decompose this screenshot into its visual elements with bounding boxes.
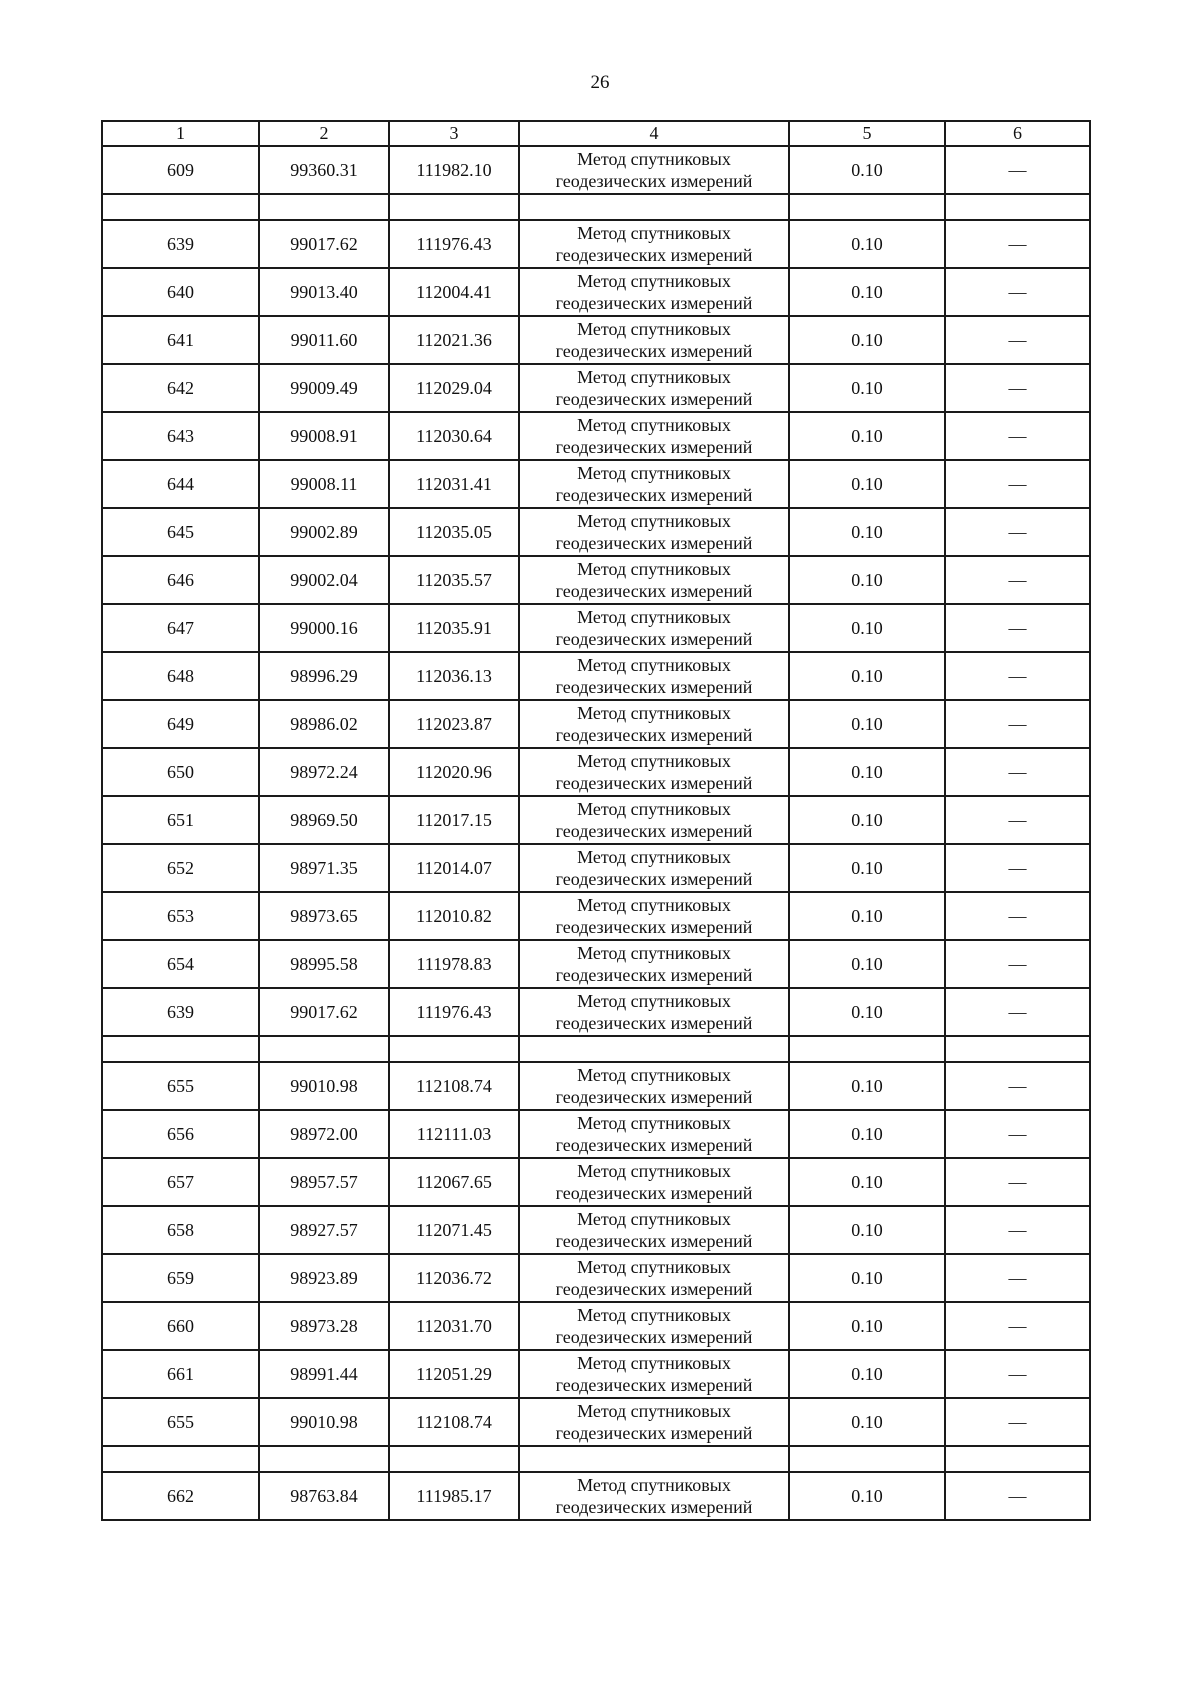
point-number-cell: 647 <box>102 604 259 652</box>
accuracy-cell: 0.10 <box>789 460 945 508</box>
column-6-cell: — <box>945 1254 1090 1302</box>
column-6-cell: — <box>945 604 1090 652</box>
accuracy-cell: 0.10 <box>789 988 945 1036</box>
y-coordinate-cell: 111976.43 <box>389 988 519 1036</box>
table-row <box>102 1110 1090 1158</box>
method-line-1: Метод спутниковых <box>577 655 731 675</box>
method-line-1: Метод спутниковых <box>577 1305 731 1325</box>
point-number-cell: 650 <box>102 748 259 796</box>
method-line-2: геодезических измерений <box>555 821 753 841</box>
x-coordinate-cell: 99010.98 <box>259 1398 389 1446</box>
column-header: 1 <box>102 121 259 146</box>
method-line-2: геодезических измерений <box>555 1497 753 1517</box>
column-6-cell: — <box>945 1350 1090 1398</box>
method-line-2: геодезических измерений <box>555 677 753 697</box>
method-cell <box>519 460 789 508</box>
empty-cell <box>389 194 519 220</box>
table-row <box>102 1302 1090 1350</box>
method-line-2: геодезических измерений <box>555 629 753 649</box>
table-body <box>102 121 1090 1520</box>
column-6-cell: — <box>945 844 1090 892</box>
x-coordinate-cell: 98957.57 <box>259 1158 389 1206</box>
method-line-1: Метод спутниковых <box>577 847 731 867</box>
column-6-cell: — <box>945 1302 1090 1350</box>
empty-cell <box>389 1036 519 1062</box>
point-number-cell: 656 <box>102 1110 259 1158</box>
accuracy-cell: 0.10 <box>789 316 945 364</box>
y-coordinate-cell: 112020.96 <box>389 748 519 796</box>
method-line-2: геодезических измерений <box>555 533 753 553</box>
method-cell <box>519 220 789 268</box>
empty-cell <box>389 1446 519 1472</box>
point-number-cell: 654 <box>102 940 259 988</box>
method-line-2: геодезических измерений <box>555 725 753 745</box>
table-row <box>102 940 1090 988</box>
empty-cell <box>259 1446 389 1472</box>
accuracy-cell: 0.10 <box>789 364 945 412</box>
column-6-cell: — <box>945 1206 1090 1254</box>
accuracy-cell: 0.10 <box>789 748 945 796</box>
x-coordinate-cell: 99010.98 <box>259 1062 389 1110</box>
method-cell <box>519 1302 789 1350</box>
method-cell <box>519 1350 789 1398</box>
method-line-2: геодезических измерений <box>555 1183 753 1203</box>
empty-cell <box>102 1446 259 1472</box>
y-coordinate-cell: 112004.41 <box>389 268 519 316</box>
column-6-cell: — <box>945 1158 1090 1206</box>
x-coordinate-cell: 98991.44 <box>259 1350 389 1398</box>
table-row <box>102 316 1090 364</box>
y-coordinate-cell: 112030.64 <box>389 412 519 460</box>
y-coordinate-cell: 112067.65 <box>389 1158 519 1206</box>
method-line-1: Метод спутниковых <box>577 895 731 915</box>
table-row <box>102 1472 1090 1520</box>
table-row <box>102 412 1090 460</box>
accuracy-cell: 0.10 <box>789 508 945 556</box>
method-line-1: Метод спутниковых <box>577 751 731 771</box>
x-coordinate-cell: 98996.29 <box>259 652 389 700</box>
column-6-cell: — <box>945 652 1090 700</box>
table-row <box>102 1158 1090 1206</box>
table-row <box>102 1254 1090 1302</box>
point-number-cell: 645 <box>102 508 259 556</box>
table-row <box>102 1062 1090 1110</box>
empty-cell <box>519 194 789 220</box>
coordinates-table <box>101 120 1091 1521</box>
table-row <box>102 268 1090 316</box>
accuracy-cell: 0.10 <box>789 1206 945 1254</box>
method-line-2: геодезических измерений <box>555 581 753 601</box>
method-cell <box>519 700 789 748</box>
x-coordinate-cell: 98923.89 <box>259 1254 389 1302</box>
accuracy-cell: 0.10 <box>789 1350 945 1398</box>
method-cell <box>519 1206 789 1254</box>
method-cell <box>519 1472 789 1520</box>
empty-cell <box>789 194 945 220</box>
point-number-cell: 652 <box>102 844 259 892</box>
method-line-2: геодезических измерений <box>555 1135 753 1155</box>
empty-cell <box>945 1036 1090 1062</box>
point-number-cell: 655 <box>102 1398 259 1446</box>
point-number-cell: 662 <box>102 1472 259 1520</box>
table-row <box>102 1206 1090 1254</box>
table-row <box>102 748 1090 796</box>
page-number: 26 <box>590 72 610 93</box>
method-line-2: геодезических измерений <box>555 1087 753 1107</box>
point-number-cell: 655 <box>102 1062 259 1110</box>
method-cell <box>519 1062 789 1110</box>
x-coordinate-cell: 98986.02 <box>259 700 389 748</box>
point-number-cell: 657 <box>102 1158 259 1206</box>
method-line-1: Метод спутниковых <box>577 367 731 387</box>
method-cell <box>519 1398 789 1446</box>
table-row <box>102 988 1090 1036</box>
column-6-cell: — <box>945 700 1090 748</box>
method-cell <box>519 1254 789 1302</box>
y-coordinate-cell: 112111.03 <box>389 1110 519 1158</box>
x-coordinate-cell: 98763.84 <box>259 1472 389 1520</box>
point-number-cell: 642 <box>102 364 259 412</box>
column-header: 6 <box>945 121 1090 146</box>
method-line-2: геодезических измерений <box>555 293 753 313</box>
column-6-cell: — <box>945 364 1090 412</box>
x-coordinate-cell: 98973.65 <box>259 892 389 940</box>
accuracy-cell: 0.10 <box>789 1472 945 1520</box>
table-row <box>102 220 1090 268</box>
accuracy-cell: 0.10 <box>789 1398 945 1446</box>
method-cell <box>519 316 789 364</box>
accuracy-cell: 0.10 <box>789 796 945 844</box>
column-header: 2 <box>259 121 389 146</box>
table-separator-row <box>102 1036 1090 1062</box>
empty-cell <box>789 1036 945 1062</box>
empty-cell <box>102 194 259 220</box>
method-cell <box>519 1158 789 1206</box>
column-6-cell: — <box>945 412 1090 460</box>
method-cell <box>519 146 789 194</box>
table-separator-row <box>102 194 1090 220</box>
method-line-1: Метод спутниковых <box>577 943 731 963</box>
accuracy-cell: 0.10 <box>789 220 945 268</box>
table-header-row <box>102 121 1090 146</box>
empty-cell <box>945 194 1090 220</box>
empty-cell <box>519 1446 789 1472</box>
column-6-cell: — <box>945 1472 1090 1520</box>
point-number-cell: 639 <box>102 988 259 1036</box>
y-coordinate-cell: 112031.41 <box>389 460 519 508</box>
method-line-2: геодезических измерений <box>555 485 753 505</box>
column-6-cell: — <box>945 940 1090 988</box>
accuracy-cell: 0.10 <box>789 412 945 460</box>
table-row <box>102 1350 1090 1398</box>
method-line-1: Метод спутниковых <box>577 463 731 483</box>
column-header: 3 <box>389 121 519 146</box>
table-row <box>102 700 1090 748</box>
accuracy-cell: 0.10 <box>789 556 945 604</box>
x-coordinate-cell: 98971.35 <box>259 844 389 892</box>
method-line-2: геодезических измерений <box>555 965 753 985</box>
table-row <box>102 652 1090 700</box>
x-coordinate-cell: 98995.58 <box>259 940 389 988</box>
method-line-2: геодезических измерений <box>555 171 753 191</box>
method-line-1: Метод спутниковых <box>577 319 731 339</box>
method-cell <box>519 652 789 700</box>
method-line-1: Метод спутниковых <box>577 1209 731 1229</box>
column-6-cell: — <box>945 1398 1090 1446</box>
y-coordinate-cell: 112035.91 <box>389 604 519 652</box>
method-line-1: Метод спутниковых <box>577 1257 731 1277</box>
method-line-1: Метод спутниковых <box>577 149 731 169</box>
empty-cell <box>259 1036 389 1062</box>
method-line-1: Метод спутниковых <box>577 1401 731 1421</box>
table-row <box>102 364 1090 412</box>
method-line-2: геодезических измерений <box>555 1231 753 1251</box>
point-number-cell: 649 <box>102 700 259 748</box>
y-coordinate-cell: 112035.57 <box>389 556 519 604</box>
column-6-cell: — <box>945 1062 1090 1110</box>
empty-cell <box>945 1446 1090 1472</box>
method-line-2: геодезических измерений <box>555 1279 753 1299</box>
y-coordinate-cell: 112071.45 <box>389 1206 519 1254</box>
column-6-cell: — <box>945 892 1090 940</box>
y-coordinate-cell: 111978.83 <box>389 940 519 988</box>
method-cell <box>519 556 789 604</box>
column-6-cell: — <box>945 1110 1090 1158</box>
method-line-2: геодезических измерений <box>555 341 753 361</box>
accuracy-cell: 0.10 <box>789 700 945 748</box>
method-line-1: Метод спутниковых <box>577 799 731 819</box>
method-line-2: геодезических измерений <box>555 1013 753 1033</box>
point-number-cell: 646 <box>102 556 259 604</box>
point-number-cell: 643 <box>102 412 259 460</box>
x-coordinate-cell: 99002.89 <box>259 508 389 556</box>
y-coordinate-cell: 112035.05 <box>389 508 519 556</box>
table-row <box>102 892 1090 940</box>
table-row <box>102 796 1090 844</box>
x-coordinate-cell: 99008.91 <box>259 412 389 460</box>
accuracy-cell: 0.10 <box>789 940 945 988</box>
y-coordinate-cell: 112014.07 <box>389 844 519 892</box>
method-line-1: Метод спутниковых <box>577 703 731 723</box>
point-number-cell: 648 <box>102 652 259 700</box>
table-row <box>102 604 1090 652</box>
method-cell <box>519 412 789 460</box>
x-coordinate-cell: 99008.11 <box>259 460 389 508</box>
point-number-cell: 658 <box>102 1206 259 1254</box>
point-number-cell: 640 <box>102 268 259 316</box>
accuracy-cell: 0.10 <box>789 652 945 700</box>
x-coordinate-cell: 99011.60 <box>259 316 389 364</box>
x-coordinate-cell: 99009.49 <box>259 364 389 412</box>
column-6-cell: — <box>945 508 1090 556</box>
y-coordinate-cell: 112036.72 <box>389 1254 519 1302</box>
column-6-cell: — <box>945 146 1090 194</box>
y-coordinate-cell: 112108.74 <box>389 1398 519 1446</box>
table-row <box>102 508 1090 556</box>
empty-cell <box>519 1036 789 1062</box>
accuracy-cell: 0.10 <box>789 1254 945 1302</box>
method-line-2: геодезических измерений <box>555 245 753 265</box>
x-coordinate-cell: 99002.04 <box>259 556 389 604</box>
x-coordinate-cell: 99360.31 <box>259 146 389 194</box>
accuracy-cell: 0.10 <box>789 268 945 316</box>
point-number-cell: 609 <box>102 146 259 194</box>
column-6-cell: — <box>945 556 1090 604</box>
point-number-cell: 644 <box>102 460 259 508</box>
table-separator-row <box>102 1446 1090 1472</box>
point-number-cell: 651 <box>102 796 259 844</box>
column-6-cell: — <box>945 988 1090 1036</box>
point-number-cell: 653 <box>102 892 259 940</box>
method-line-1: Метод спутниковых <box>577 1161 731 1181</box>
method-line-2: геодезических измерений <box>555 773 753 793</box>
method-cell <box>519 796 789 844</box>
method-line-1: Метод спутниковых <box>577 607 731 627</box>
column-6-cell: — <box>945 316 1090 364</box>
method-cell <box>519 1110 789 1158</box>
accuracy-cell: 0.10 <box>789 892 945 940</box>
accuracy-cell: 0.10 <box>789 604 945 652</box>
method-cell <box>519 892 789 940</box>
table-row <box>102 844 1090 892</box>
column-6-cell: — <box>945 748 1090 796</box>
table-row <box>102 146 1090 194</box>
accuracy-cell: 0.10 <box>789 1110 945 1158</box>
method-line-2: геодезических измерений <box>555 917 753 937</box>
method-line-1: Метод спутниковых <box>577 1475 731 1495</box>
method-line-1: Метод спутниковых <box>577 991 731 1011</box>
accuracy-cell: 0.10 <box>789 146 945 194</box>
column-6-cell: — <box>945 460 1090 508</box>
accuracy-cell: 0.10 <box>789 1302 945 1350</box>
point-number-cell: 639 <box>102 220 259 268</box>
empty-cell <box>259 194 389 220</box>
x-coordinate-cell: 99000.16 <box>259 604 389 652</box>
accuracy-cell: 0.10 <box>789 1062 945 1110</box>
table-row <box>102 556 1090 604</box>
method-line-2: геодезических измерений <box>555 389 753 409</box>
method-cell <box>519 940 789 988</box>
method-cell <box>519 844 789 892</box>
method-cell <box>519 604 789 652</box>
x-coordinate-cell: 99017.62 <box>259 988 389 1036</box>
y-coordinate-cell: 111982.10 <box>389 146 519 194</box>
method-cell <box>519 508 789 556</box>
column-header: 4 <box>519 121 789 146</box>
table-row <box>102 1398 1090 1446</box>
x-coordinate-cell: 99013.40 <box>259 268 389 316</box>
x-coordinate-cell: 98972.00 <box>259 1110 389 1158</box>
method-line-2: геодезических измерений <box>555 1423 753 1443</box>
y-coordinate-cell: 112023.87 <box>389 700 519 748</box>
y-coordinate-cell: 112031.70 <box>389 1302 519 1350</box>
column-6-cell: — <box>945 796 1090 844</box>
method-line-1: Метод спутниковых <box>577 511 731 531</box>
method-line-2: геодезических измерений <box>555 1327 753 1347</box>
accuracy-cell: 0.10 <box>789 1158 945 1206</box>
x-coordinate-cell: 98927.57 <box>259 1206 389 1254</box>
method-line-1: Метод спутниковых <box>577 1353 731 1373</box>
column-header: 5 <box>789 121 945 146</box>
y-coordinate-cell: 111976.43 <box>389 220 519 268</box>
accuracy-cell: 0.10 <box>789 844 945 892</box>
x-coordinate-cell: 98973.28 <box>259 1302 389 1350</box>
method-line-1: Метод спутниковых <box>577 1113 731 1133</box>
point-number-cell: 661 <box>102 1350 259 1398</box>
method-cell <box>519 988 789 1036</box>
method-line-2: геодезических измерений <box>555 869 753 889</box>
method-line-1: Метод спутниковых <box>577 271 731 291</box>
method-cell <box>519 364 789 412</box>
y-coordinate-cell: 112029.04 <box>389 364 519 412</box>
method-line-1: Метод спутниковых <box>577 559 731 579</box>
y-coordinate-cell: 112017.15 <box>389 796 519 844</box>
method-line-1: Метод спутниковых <box>577 415 731 435</box>
x-coordinate-cell: 98969.50 <box>259 796 389 844</box>
y-coordinate-cell: 112010.82 <box>389 892 519 940</box>
y-coordinate-cell: 112051.29 <box>389 1350 519 1398</box>
method-cell <box>519 268 789 316</box>
y-coordinate-cell: 111985.17 <box>389 1472 519 1520</box>
y-coordinate-cell: 112036.13 <box>389 652 519 700</box>
method-line-1: Метод спутниковых <box>577 223 731 243</box>
table-row <box>102 460 1090 508</box>
point-number-cell: 660 <box>102 1302 259 1350</box>
method-line-2: геодезических измерений <box>555 1375 753 1395</box>
empty-cell <box>102 1036 259 1062</box>
y-coordinate-cell: 112021.36 <box>389 316 519 364</box>
method-line-1: Метод спутниковых <box>577 1065 731 1085</box>
empty-cell <box>789 1446 945 1472</box>
method-cell <box>519 748 789 796</box>
point-number-cell: 659 <box>102 1254 259 1302</box>
point-number-cell: 641 <box>102 316 259 364</box>
column-6-cell: — <box>945 268 1090 316</box>
x-coordinate-cell: 99017.62 <box>259 220 389 268</box>
y-coordinate-cell: 112108.74 <box>389 1062 519 1110</box>
method-line-2: геодезических измерений <box>555 437 753 457</box>
column-6-cell: — <box>945 220 1090 268</box>
x-coordinate-cell: 98972.24 <box>259 748 389 796</box>
